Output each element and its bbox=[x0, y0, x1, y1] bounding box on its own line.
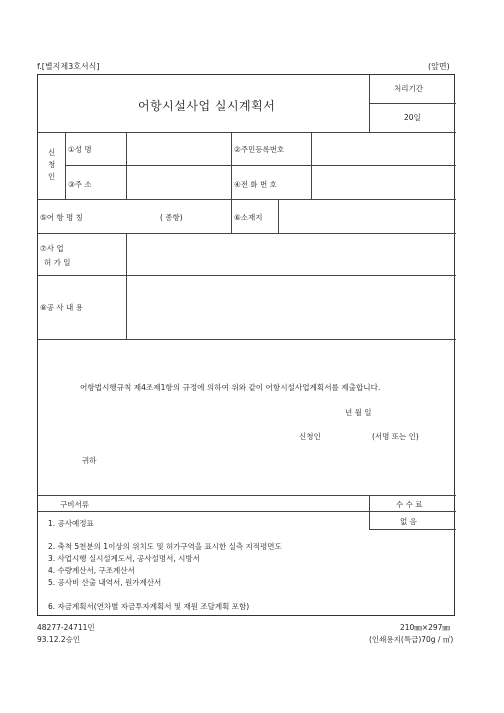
signer-label: 신청인 bbox=[299, 432, 321, 441]
docs-header-label: 구비서류 bbox=[60, 500, 89, 509]
divider bbox=[369, 529, 456, 530]
fee-value: 없 음 bbox=[400, 517, 417, 526]
divider bbox=[38, 339, 456, 340]
doc-item: 4. 수량계산서, 구조계산서 bbox=[48, 566, 135, 575]
name-label: ①성 명 bbox=[68, 145, 92, 154]
divider bbox=[38, 511, 456, 512]
divider bbox=[369, 103, 456, 104]
fee-label: 수 수 료 bbox=[396, 500, 423, 509]
divider bbox=[126, 233, 127, 339]
form-title: 어항시설사업 실시계획서 bbox=[138, 99, 276, 113]
divider bbox=[278, 199, 279, 233]
divider bbox=[38, 199, 456, 200]
divider bbox=[38, 495, 456, 496]
addressee: 귀하 bbox=[82, 456, 97, 465]
form-id: f.[별지제3호서식] bbox=[37, 62, 100, 71]
resident-number-label: ②주민등록번호 bbox=[234, 145, 285, 154]
doc-item: 3. 사업시행 실시설계도서, 공사설명서, 시방서 bbox=[48, 554, 200, 563]
sign-note: (서명 또는 인) bbox=[372, 432, 419, 441]
footer-code: 48277-24711민 bbox=[37, 623, 95, 632]
footer-paper: (인쇄용지(특급)70g / ㎡) bbox=[369, 635, 454, 644]
divider bbox=[65, 165, 456, 166]
divider bbox=[38, 275, 456, 276]
application-form bbox=[37, 74, 455, 616]
footer-approval: 93.12.2승인 bbox=[37, 635, 81, 644]
divider bbox=[369, 495, 370, 529]
date-line: 년 월 일 bbox=[345, 408, 372, 417]
location-label: ⑥소재지 bbox=[234, 213, 263, 222]
footer-size: 210㎜×297㎜ bbox=[400, 623, 450, 632]
address-label: ③주 소 bbox=[68, 180, 92, 189]
doc-item: 1. 공사예정표 bbox=[48, 519, 94, 528]
processing-value: 20일 bbox=[404, 113, 421, 122]
processing-label: 처리기간 bbox=[394, 84, 423, 93]
divider bbox=[231, 199, 232, 233]
divider bbox=[38, 132, 456, 133]
applicant-group-label: 신 청 인 bbox=[48, 148, 56, 181]
doc-item: 5. 공사비 산출 내역서, 원가계산서 bbox=[48, 578, 162, 587]
permit-date-label-line1: ⑦사 업 bbox=[40, 244, 64, 253]
harbor-name-label: ⑤어 항 명 칭 bbox=[40, 213, 83, 222]
statement-text: 어항법시행규칙 제4조제1항의 규정에 의하여 위와 같이 어항시설사업계획서를 제출합니다. bbox=[80, 383, 381, 392]
doc-item: 2. 축척 5천분의 1이상의 위치도 및 허가구역을 표시한 실측 지적평면도 bbox=[48, 542, 282, 551]
doc-item: 6. 자금계획서(연차별 자금투자계획서 및 재원 조달계획 포함) bbox=[48, 602, 250, 611]
harbor-name-value: ( 종항) bbox=[160, 213, 183, 222]
permit-date-label-line2: 허 가 일 bbox=[44, 258, 71, 267]
side-label: (앞면) bbox=[428, 62, 450, 71]
work-content-label: ⑧공 사 내 용 bbox=[40, 303, 83, 312]
divider bbox=[38, 233, 456, 234]
phone-label: ④전 화 번 호 bbox=[234, 180, 277, 189]
